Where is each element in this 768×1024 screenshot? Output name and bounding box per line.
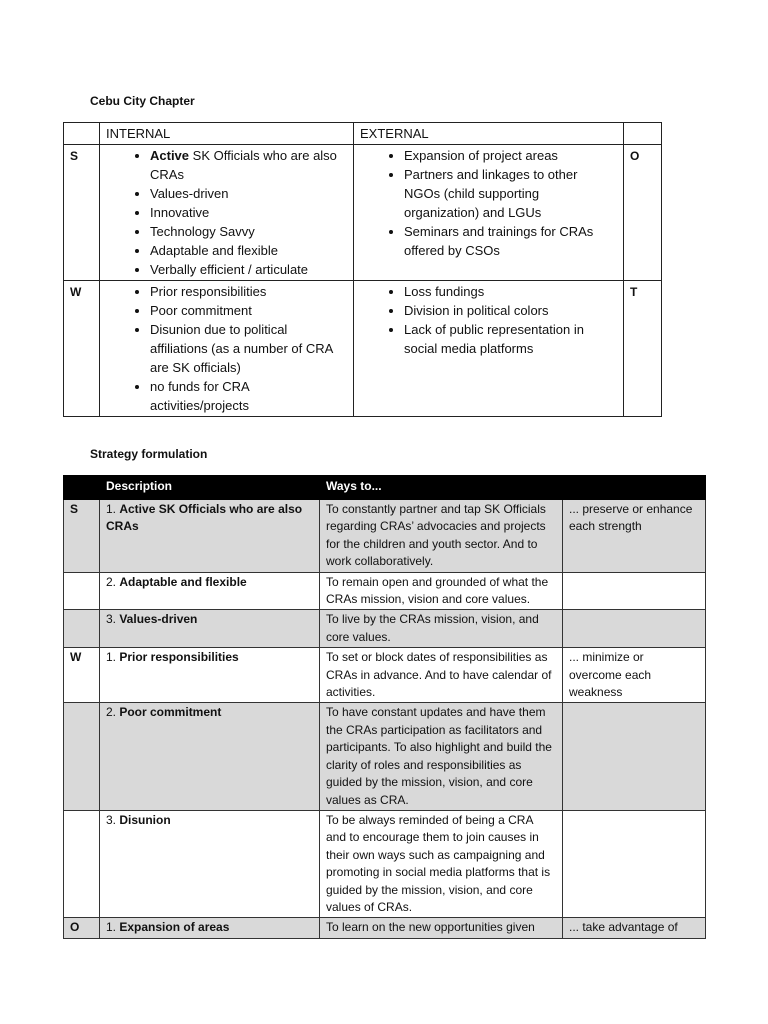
strategy-number: 1. (106, 650, 120, 665)
strategy-description (100, 648, 320, 703)
swot-header-internal: INTERNAL (100, 123, 354, 145)
swot-internal-item-text: Innovative (150, 205, 210, 220)
strategy-description (100, 810, 320, 917)
strengths-list (106, 146, 347, 279)
strategy-row (64, 572, 706, 610)
swot-header-row (64, 123, 662, 145)
swot-threats-cell (354, 281, 624, 417)
strategy-description (100, 918, 320, 938)
strategy-row (64, 918, 706, 938)
strategy-number: 3. (106, 812, 120, 827)
swot-internal-item-text: Values-driven (150, 186, 229, 201)
strategy-number: 3. (106, 612, 120, 627)
swot-internal-item-text: Verbally efficient / articulate (150, 262, 309, 277)
strategy-ways: To constantly partner and tap SK Officials regarding CRAs’ advocacies and projects for the children and youth sector. And to work collaboratively. (320, 500, 563, 573)
strategy-letter: S (64, 500, 100, 573)
strategy-header-ways: Ways to... (320, 476, 563, 500)
strategy-description (100, 610, 320, 648)
swot-internal-item-bold: Active (150, 148, 190, 163)
strategy-number: 1. (106, 920, 120, 935)
strategy-letter: W (64, 648, 100, 703)
strategy-table (63, 475, 706, 939)
strategy-row (64, 810, 706, 917)
strategy-description-text: Poor commitment (119, 705, 222, 720)
strategy-description (100, 500, 320, 573)
strategy-row (64, 648, 706, 703)
strategy-row (64, 610, 706, 648)
strategy-description-text: Active SK Officials who are also CRAs (106, 502, 303, 534)
strategy-note (563, 810, 706, 917)
swot-external-item: • Expansion of project areas (404, 146, 617, 165)
strategy-description-text: Expansion of areas (119, 920, 230, 935)
strategy-description-text: Disunion (119, 812, 171, 827)
strategy-letter (64, 610, 100, 648)
opportunities-list (360, 146, 617, 260)
swot-internal-item (150, 203, 347, 222)
strategy-note: ... minimize or overcome each weakness (563, 648, 706, 703)
strategy-letter (64, 703, 100, 810)
strategy-header-letter (64, 476, 100, 500)
swot-strengths-cell (100, 145, 354, 281)
weaknesses-list (106, 282, 347, 415)
swot-weaknesses-cell (100, 281, 354, 417)
strategy-ways: To live by the CRAs mission, vision, and core values. (320, 610, 563, 648)
page-title: Cebu City Chapter (90, 94, 195, 108)
swot-row-strengths-opportunities (64, 145, 662, 281)
swot-header-blank-right (624, 123, 662, 145)
strategy-description-text: Adaptable and flexible (119, 574, 247, 589)
strategy-note (563, 572, 706, 610)
swot-internal-item (150, 301, 347, 320)
strategy-ways: To be always reminded of being a CRA and to encourage them to join causes in their own ways such as campaigning and promoting in social media platforms that is guided by the mission, vision, and core values of CRAs. (320, 810, 563, 917)
swot-internal-item (150, 146, 347, 184)
swot-internal-item-text: Poor commitment (150, 303, 252, 318)
swot-external-item: • Partners and linkages to other NGOs (child supporting organization) and LGUs (404, 165, 617, 222)
strategy-number: 1. (106, 502, 120, 516)
strategy-description-text: Prior responsibilities (119, 650, 239, 665)
swot-internal-item (150, 377, 347, 415)
swot-header-blank (64, 123, 100, 145)
swot-internal-item-text: Disunion due to political affiliations (as a number of CRA are SK officials) (150, 322, 333, 375)
swot-external-item: • Division in political colors (404, 301, 617, 320)
swot-internal-item (150, 222, 347, 241)
strategy-letter (64, 572, 100, 610)
strategy-description (100, 703, 320, 810)
swot-letter-s: S (64, 145, 100, 281)
strategy-letter (64, 810, 100, 917)
strategy-ways: To set or block dates of responsibilities as CRAs in advance. And to have calendar of activities. (320, 648, 563, 703)
swot-external-item: • Loss fundings (404, 282, 617, 301)
strategy-header-note (563, 476, 706, 500)
swot-internal-item-text: Technology Savvy (150, 224, 255, 239)
swot-external-item: • Seminars and trainings for CRAs offered by CSOs (404, 222, 617, 260)
strategy-number: 2. (106, 705, 120, 720)
swot-internal-item (150, 184, 347, 203)
strategy-body (64, 500, 706, 939)
swot-internal-item-text: SK Officials who are also CRAs (150, 148, 337, 182)
strategy-title: Strategy formulation (90, 447, 208, 461)
swot-header-external: EXTERNAL (354, 123, 624, 145)
swot-letter-w: W (64, 281, 100, 417)
strategy-description (100, 572, 320, 610)
swot-opportunities-cell (354, 145, 624, 281)
strategy-note (563, 610, 706, 648)
strategy-description-text: Values-driven (119, 612, 198, 627)
swot-row-weaknesses-threats (64, 281, 662, 417)
strategy-ways: To learn on the new opportunities given (320, 918, 563, 938)
swot-internal-item-text: Prior responsibilities (150, 284, 267, 299)
swot-external-item: • Lack of public representation in social media platforms (404, 320, 617, 358)
strategy-note (563, 703, 706, 810)
swot-internal-item (150, 260, 347, 279)
threats-list (360, 282, 617, 358)
strategy-number: 2. (106, 574, 120, 589)
strategy-row (64, 703, 706, 810)
swot-internal-item (150, 320, 347, 377)
strategy-note: ... take advantage of (563, 918, 706, 938)
strategy-letter: O (64, 918, 100, 938)
swot-internal-item-text: no funds for CRA activities/projects (150, 379, 249, 413)
swot-internal-item (150, 241, 347, 260)
strategy-row (64, 500, 706, 573)
strategy-ways: To remain open and grounded of what the CRAs mission, vision and core values. (320, 572, 563, 610)
strategy-note: ... preserve or enhance each strength (563, 500, 706, 573)
swot-internal-item-text: Adaptable and flexible (150, 243, 278, 258)
swot-letter-t: T (624, 281, 662, 417)
strategy-ways: To have constant updates and have them the CRAs participation as facilitators and participants. To also highlight and build the clarity of roles and responsibilities as guided by the mission, vision, and core values as CRA. (320, 703, 563, 810)
strategy-header-description: Description (100, 476, 320, 500)
swot-table (63, 122, 662, 417)
strategy-header-row (64, 476, 706, 500)
swot-letter-o: O (624, 145, 662, 281)
swot-internal-item (150, 282, 347, 301)
